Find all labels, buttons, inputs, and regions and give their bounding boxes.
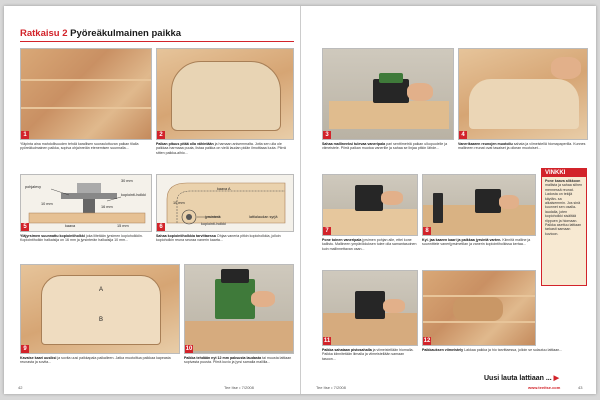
- diagram2-jyrsintera: jyrsinterä: [205, 215, 221, 219]
- vinkki-body: [542, 177, 586, 238]
- step-9-photo: [20, 264, 180, 354]
- step-4-caption: [458, 142, 588, 166]
- step-7-caption: [322, 238, 418, 266]
- step-6-number: 6: [157, 223, 165, 231]
- step-3-photo: [322, 48, 454, 140]
- step-12-text: Lakkaa paikka ja hio tarvittaessa, jolloin se sulautuu lattiaan...: [464, 348, 563, 352]
- diagram2-lattia: lattialaudan syrjä: [249, 215, 278, 219]
- step-7-text: jyrsimen pohjan alle, ettei kone kallistu. Mallineen ympäröiduksen tulee olla samantasoinen kuin mallinnettavan osan...: [322, 238, 417, 251]
- diagram1-10: 10 mm: [41, 202, 53, 206]
- step-7-photo: [322, 174, 418, 236]
- vinkki-bold: Pone kaava alikkoon: [545, 179, 581, 183]
- spine-divider: [300, 6, 301, 394]
- step-9-caption: [20, 356, 180, 384]
- step-8-number: 8: [423, 227, 431, 235]
- step-12-photo: [422, 270, 536, 346]
- left-folio: Tee Itse • 7/2008: [224, 385, 254, 390]
- step-8-bold: Kyl. jaa kaaren kaari ja paikkaa jyrsintä varten.: [422, 238, 502, 242]
- diagram2-10mm: 10 mm: [173, 201, 185, 205]
- page-title: [20, 28, 181, 39]
- step-11-text: ja viimeistellään hiomalla. Paikka kiinnitetään liimalla ja viimeistellään samaan tasoon...: [322, 348, 414, 361]
- step-6-text: Ohjaa vaneria pitkin kopioholkkia, jolloin kopioholkin reuna seuraa vanerin kaarta...: [156, 234, 281, 243]
- step-11-caption: [322, 348, 418, 380]
- step-12-caption: [422, 348, 592, 368]
- step-3-bold: Sahaa mallineeksi tulevaa vaneripala: [322, 142, 386, 146]
- step-10-text: tai muusta lattiaan sopivasta puusta. Piirrä kuvio ja jyrsi samalla mallilla...: [184, 356, 292, 365]
- step-3-text: pari senttimetriä paikan ulkopuolelle ja viimeistele. Piirrä paikan muotoa vanerille ja sahaa se linjaa pitkin lähde...: [322, 142, 448, 151]
- step-2-bold: Paikan pituus pitää olla vähintään: [156, 142, 214, 146]
- step-4-text: sahata ja viimeistellä hiomapaperilla. Kunnes mallineen reunat ovat tasaiset ja oikean muotoiset...: [458, 142, 586, 151]
- vinkki-text: mallista ja sahaa siihen mennessä reunat. Ladosta on tekijä käytän- sa aikaisemmin. Jos sinä kuunnet sen osalla- laudalla, joten kopioholkki sisältää riippuen ja hiomaan. Paikka asettuu lattiaan tarkasti samaan kuvioon.: [545, 183, 583, 236]
- title-rule: [20, 41, 294, 42]
- right-page-number: 43: [578, 385, 583, 390]
- step-5-bold: Yläjyrsimen suunnattu kopiointiholkki: [20, 234, 85, 238]
- step-4-bold: Vanerikaaren reunojen muotoilu: [458, 142, 513, 146]
- step-10-caption: [184, 356, 294, 384]
- step-11-photo: [322, 270, 418, 346]
- step-11-number: 11: [323, 338, 331, 344]
- diagram1-16: 16 mm: [101, 205, 113, 209]
- step-9-bold: Kavaise kaari uusiksi: [20, 356, 57, 360]
- step-2-photo: [156, 48, 294, 140]
- next-article-link[interactable]: [484, 374, 559, 382]
- step-4-number: 4: [459, 131, 467, 139]
- step-3-caption: [322, 142, 454, 170]
- right-folio: Tee Itse • 7/2008: [316, 385, 346, 390]
- title-rest: Pyöreäkulmainen paikka: [70, 28, 182, 39]
- vinkki-title: VINKKI: [542, 169, 586, 177]
- step-8-text: Kiinnitä malline ja suunnittele vanerijyrsimetilan ja vanerin kopiointiholkissa kertaa...: [422, 238, 531, 247]
- step-2-caption: [156, 142, 294, 170]
- title-prefix: Ratkaisu 2: [20, 28, 68, 39]
- diagram1-pohja: pohjalevy: [25, 185, 42, 189]
- step-6-diagram: [156, 174, 294, 232]
- letter-a: A: [99, 287, 104, 293]
- vinkki-box: [541, 168, 587, 286]
- step-1-caption: [20, 142, 152, 170]
- step-1-photo: [20, 48, 152, 140]
- step-10-number: 10: [185, 346, 193, 352]
- step-5-caption: [20, 234, 152, 260]
- step-9-text: ja sovita uusi paikkapala paikalleen. Jatka muotoiltua paikkaa kapeasta reunasta ja sovita...: [20, 356, 171, 365]
- step-8-caption: [422, 238, 536, 266]
- diagram1-kaava: kaava: [65, 224, 76, 228]
- step-12-number: 12: [423, 338, 431, 344]
- next-label: Uusi lauta lattiaan ...: [484, 375, 552, 382]
- diagram1-15: 15 mm: [117, 224, 129, 228]
- step-10-photo: [184, 264, 294, 354]
- step-8-photo: [422, 174, 536, 236]
- step-10-bold: Paikka tehdään nyt 12 mm paksusta laudasta: [184, 356, 262, 360]
- step-12-bold: Paikkauksen viimeistely: [422, 348, 464, 352]
- magazine-spread: [4, 6, 596, 394]
- step-7-bold: Pone toinen vaneripala: [322, 238, 362, 242]
- step-7-number: 7: [323, 227, 331, 235]
- step-6-bold: Sahaa kopiointiholkkia tarvittaessa: [156, 234, 216, 238]
- next-arrow-icon: ▶: [553, 375, 560, 382]
- step-5-text: joka liitetään jyrsimen kopioholkkiin. Kopiointiholkin halkaisija on 16 mm ja jyrsinterän halkaisija 10 mm...: [20, 234, 143, 243]
- step-5-diagram: [20, 174, 152, 232]
- letter-b: B: [99, 317, 104, 323]
- diagram1-holkki: kopiointi-holkki: [121, 193, 146, 197]
- step-6-caption: [156, 234, 294, 260]
- site-url: www.teeitse.com: [528, 385, 561, 390]
- diagram2-kaava: kaava A: [217, 187, 231, 191]
- step-2-number: 2: [157, 131, 165, 139]
- step-1-text: Yläpinta aina mahdollisuuden tehdä karallisen suoraulottuvan paikan tilalla pyöreäkulmainen paikka, sopiva ohjainreiän etenemisen suunnalla...: [20, 142, 139, 151]
- step-1-number: 1: [21, 131, 29, 139]
- step-3-number: 3: [323, 131, 331, 139]
- step-9-number: 9: [21, 345, 29, 353]
- diagram1-30: 30 mm: [121, 179, 133, 183]
- step-5-number: 5: [21, 223, 29, 231]
- diagram2-holkki: kopiointi-holkki: [201, 222, 226, 226]
- step-4-photo: [458, 48, 588, 140]
- step-11-bold: Paikka sahataan pistosahalla: [322, 348, 372, 352]
- step-2-text: ja hamaan anisemmalta. Jotta sen ulla ole paikkaa harmaaa puuta, listaa paikka on vielä laudan pidän ilmoittaaa luuta. Piirrä sitten paikka-aihio...: [156, 142, 286, 155]
- left-page-number: 42: [18, 385, 23, 390]
